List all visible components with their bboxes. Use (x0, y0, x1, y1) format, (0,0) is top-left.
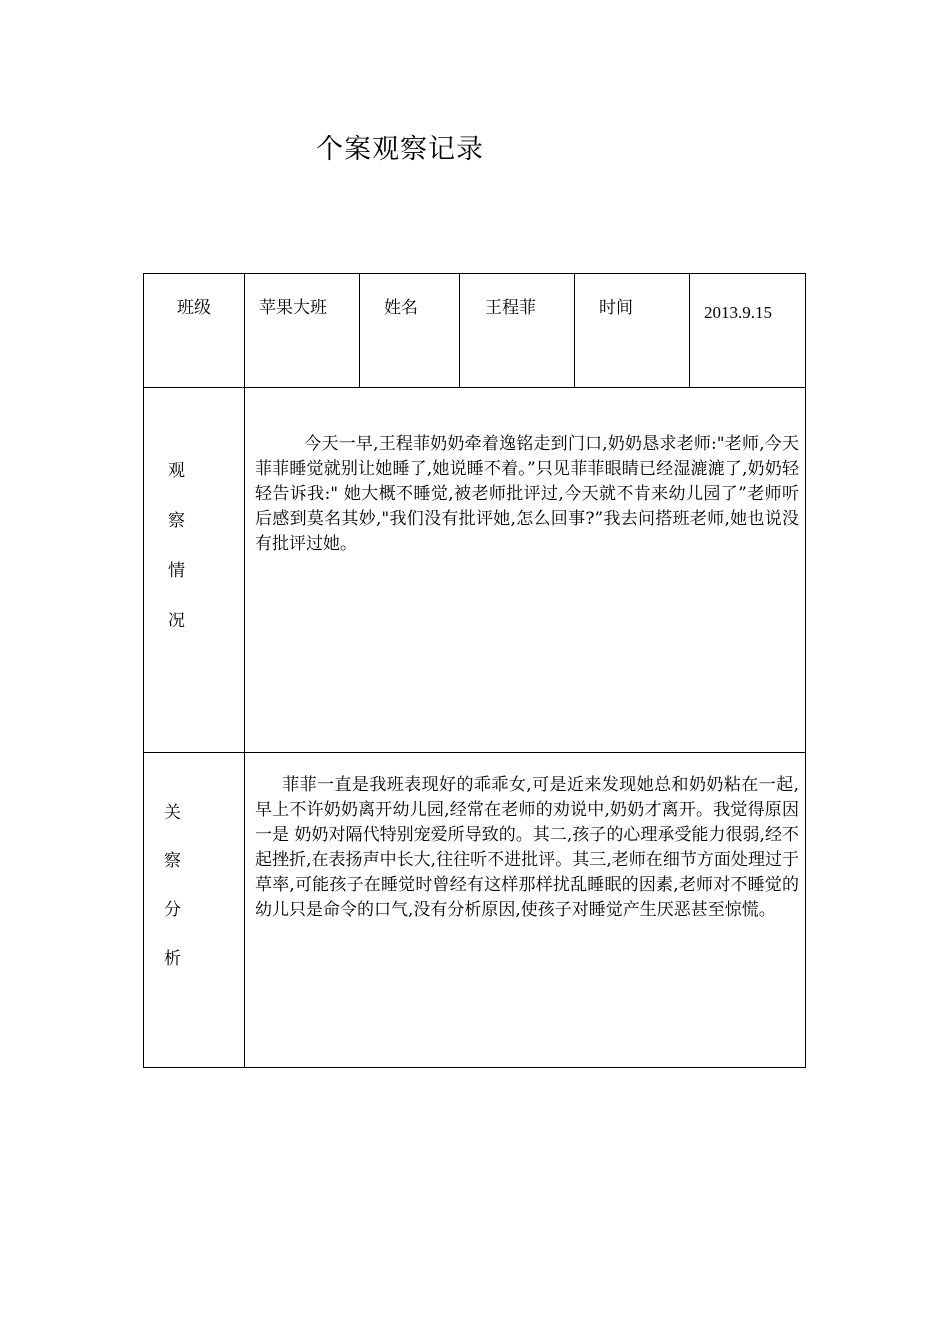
analysis-label-char: 分 (164, 900, 181, 920)
observation-label-char: 情 (168, 561, 185, 581)
analysis-label-char: 察 (164, 851, 181, 871)
analysis-label-char: 关 (164, 803, 181, 823)
analysis-content-cell (245, 753, 806, 1068)
observation-label-char: 观 (168, 461, 185, 481)
observation-text: 今天一早,王程菲奶奶牵着逸铭走到门口,奶奶恳求老师:"老师,今天菲菲睡觉就别让她睡了,她说睡不着。”只见菲菲眼睛已经湿漉漉了,奶奶轻轻告诉我:" 她大概不睡觉,被老师批评过,今天就不肯来幼儿园了”老师听后感到莫名其妙,"我们没有批评她,怎么回事?”我去问搭班老师,她也说没有批评过她。 (255, 434, 799, 554)
class-value: 苹果大班 (245, 274, 360, 388)
analysis-label-char: 析 (164, 949, 181, 969)
analysis-row (144, 753, 806, 1068)
observation-label-char: 况 (168, 611, 185, 631)
name-label: 姓名 (360, 274, 460, 388)
name-value: 王程菲 (460, 274, 575, 388)
time-value: 2013.9.15 (690, 274, 806, 388)
observation-label-char: 察 (168, 511, 185, 531)
time-label: 时间 (575, 274, 690, 388)
analysis-label-cell (144, 753, 245, 1068)
header-row (144, 274, 806, 388)
observation-content-cell (245, 388, 806, 753)
analysis-text: 菲菲一直是我班表现好的乖乖女,可是近来发现她总和奶奶粘在一起,早上不许奶奶离开幼儿园,经常在老师的劝说中,奶奶才离开。我觉得原因一是 奶奶对隔代特别宠爱所导致的。其二,孩子的心理承受能力很弱,经不起挫折,在表扬声中长大,往往听不进批评。其三,老师在细节方面处理过于草率,可能孩子在睡觉时曾经有这样那样扰乱睡眠的因素,老师对不睡觉的幼儿只是命令的口气,没有分析原因,使孩子对睡觉产生厌恶甚至惊慌。 (255, 775, 799, 920)
observation-record-table (143, 273, 806, 1068)
observation-row (144, 388, 806, 753)
observation-label-cell (144, 388, 245, 753)
document-title: 个案观察记录 (316, 134, 484, 165)
class-label: 班级 (144, 274, 245, 388)
